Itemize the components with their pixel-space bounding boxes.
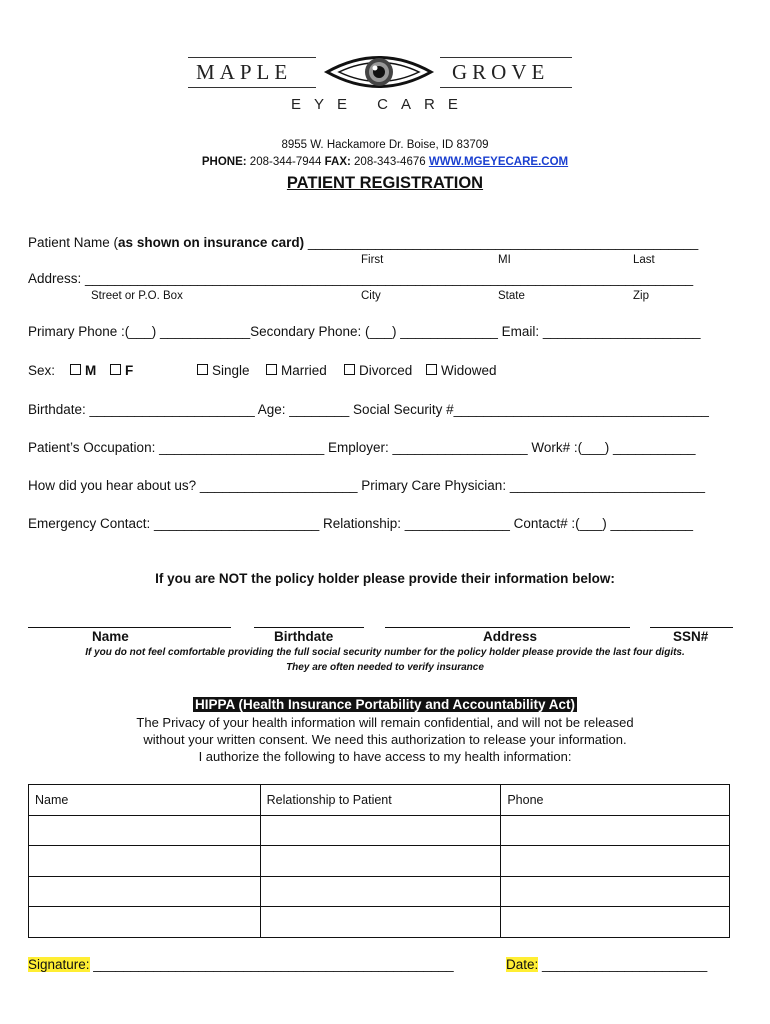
policy-holder-heading: If you are NOT the policy holder please provide their information below: <box>155 571 615 586</box>
signature-label: Signature: <box>28 957 90 972</box>
phone-label: PHONE: <box>201 156 247 168</box>
hippa-heading-text: HIPPA (Health Insurance Portability and Accountability Act) <box>194 697 576 712</box>
logo-word-grove: GROVE <box>452 60 550 84</box>
checkbox-icon[interactable] <box>70 364 81 375</box>
logo-subtitle: EYE CARE <box>291 96 471 113</box>
sublabel-first: First <box>361 254 384 266</box>
referral-field[interactable]: How did you hear about us? _____________________ Primary Care Physician: __________________________ <box>28 478 706 493</box>
address-field[interactable]: Address: _________________________________________________________________________________ <box>28 271 694 286</box>
sublabel-state: State <box>498 290 525 302</box>
fax-number: 208-343-4676 <box>350 156 429 168</box>
table-cell[interactable] <box>260 846 501 877</box>
table-header-cell: Name <box>29 785 261 816</box>
table-cell[interactable] <box>260 815 501 846</box>
table-cell[interactable] <box>29 815 261 846</box>
logo-rule <box>188 57 316 58</box>
sublabel-city: City <box>361 290 381 302</box>
patient-name-note: as shown on insurance card) <box>118 235 305 250</box>
date-field[interactable] <box>506 957 707 972</box>
sublabel-last: Last <box>633 254 655 266</box>
authorization-table <box>28 784 730 938</box>
table-row <box>29 846 730 877</box>
sex-m-option[interactable] <box>70 363 96 378</box>
logo <box>188 57 574 89</box>
logo-rule <box>440 87 572 88</box>
status-married-label: Married <box>281 363 327 378</box>
birthdate-field[interactable]: Birthdate: ______________________ Age: ________ Social Security #__________________________________ <box>28 402 709 417</box>
sublabel-street: Street or P.O. Box <box>91 290 183 302</box>
table-cell[interactable] <box>29 876 261 907</box>
table-cell[interactable] <box>501 876 730 907</box>
status-single-label: Single <box>212 363 250 378</box>
sublabel-zip: Zip <box>633 290 649 302</box>
checkbox-icon[interactable] <box>197 364 208 375</box>
policy-col-name: Name <box>92 629 129 644</box>
hippa-heading <box>0 697 770 712</box>
checkbox-icon[interactable] <box>426 364 437 375</box>
logo-rule <box>188 87 316 88</box>
policy-col-address: Address <box>483 629 538 644</box>
hippa-text: The Privacy of your health information will remain confidential, and will not be released <box>136 715 634 730</box>
website-link[interactable]: WWW.MGEYECARE.COM <box>428 156 569 168</box>
policy-birthdate-line[interactable] <box>254 627 364 628</box>
status-divorced-option[interactable] <box>344 363 412 378</box>
sex-f-label: F <box>125 363 134 378</box>
fax-label: FAX: <box>324 156 351 168</box>
policy-ssn-line[interactable] <box>650 627 733 628</box>
checkbox-icon[interactable] <box>266 364 277 375</box>
checkbox-icon[interactable] <box>110 364 121 375</box>
page-title: PATIENT REGISTRATION <box>286 174 484 192</box>
table-header-cell: Phone <box>501 785 730 816</box>
date-line: ______________________ <box>538 957 708 972</box>
table-cell[interactable] <box>29 907 261 938</box>
signature-field[interactable] <box>28 957 454 972</box>
table-cell[interactable] <box>29 846 261 877</box>
patient-name-field[interactable] <box>28 235 698 250</box>
table-row <box>29 907 730 938</box>
table-row <box>29 815 730 846</box>
table-cell[interactable] <box>501 907 730 938</box>
sublabel-mi: MI <box>498 254 511 266</box>
logo-word-maple: MAPLE <box>196 60 293 84</box>
date-label: Date: <box>506 957 539 972</box>
eye-icon <box>323 51 435 93</box>
table-row <box>29 876 730 907</box>
status-divorced-label: Divorced <box>359 363 413 378</box>
table-header-cell: Relationship to Patient <box>260 785 501 816</box>
emergency-contact-field[interactable]: Emergency Contact: ______________________ Relationship: ______________ Contact# :(___) ___________ <box>28 516 694 531</box>
checkbox-icon[interactable] <box>344 364 355 375</box>
status-widowed-label: Widowed <box>441 363 497 378</box>
policy-note: They are often needed to verify insurance <box>286 662 484 673</box>
table-cell[interactable] <box>501 815 730 846</box>
status-widowed-option[interactable] <box>426 363 497 378</box>
phone-email-field[interactable]: Primary Phone :(___) ____________Secondary Phone: (___) _____________ Email: _____________________ <box>28 324 701 339</box>
patient-name-line: ____________________________________________________ <box>304 235 699 250</box>
clinic-address: 8955 W. Hackamore Dr. Boise, ID 83709 <box>281 139 489 151</box>
policy-name-line[interactable] <box>28 627 231 628</box>
table-cell[interactable] <box>260 907 501 938</box>
table-cell[interactable] <box>260 876 501 907</box>
hippa-text: without your written consent. We need this authorization to release your information. <box>143 732 627 747</box>
status-single-option[interactable] <box>197 363 250 378</box>
patient-name-label: Patient Name ( <box>28 235 119 250</box>
sex-m-label: M <box>85 363 97 378</box>
policy-col-ssn: SSN# <box>673 629 709 644</box>
table-cell[interactable] <box>501 846 730 877</box>
signature-line: ________________________________________________ <box>89 957 454 972</box>
contact-line <box>0 156 770 168</box>
policy-address-line[interactable] <box>385 627 630 628</box>
sex-f-option[interactable] <box>110 363 133 378</box>
hippa-text: I authorize the following to have access to my health information: <box>198 749 572 764</box>
policy-note: If you do not feel comfortable providing the full social security number for the policy holder please provide the last four digits. <box>85 647 685 658</box>
occupation-field[interactable]: Patient’s Occupation: ______________________ Employer: __________________ Work# :(___) ___________ <box>28 440 696 455</box>
status-married-option[interactable] <box>266 363 327 378</box>
phone-number: 208-344-7944 <box>246 156 325 168</box>
sex-label: Sex: <box>28 363 56 378</box>
logo-rule <box>440 57 572 58</box>
policy-col-birthdate: Birthdate <box>274 629 334 644</box>
table-header-row <box>29 785 730 816</box>
